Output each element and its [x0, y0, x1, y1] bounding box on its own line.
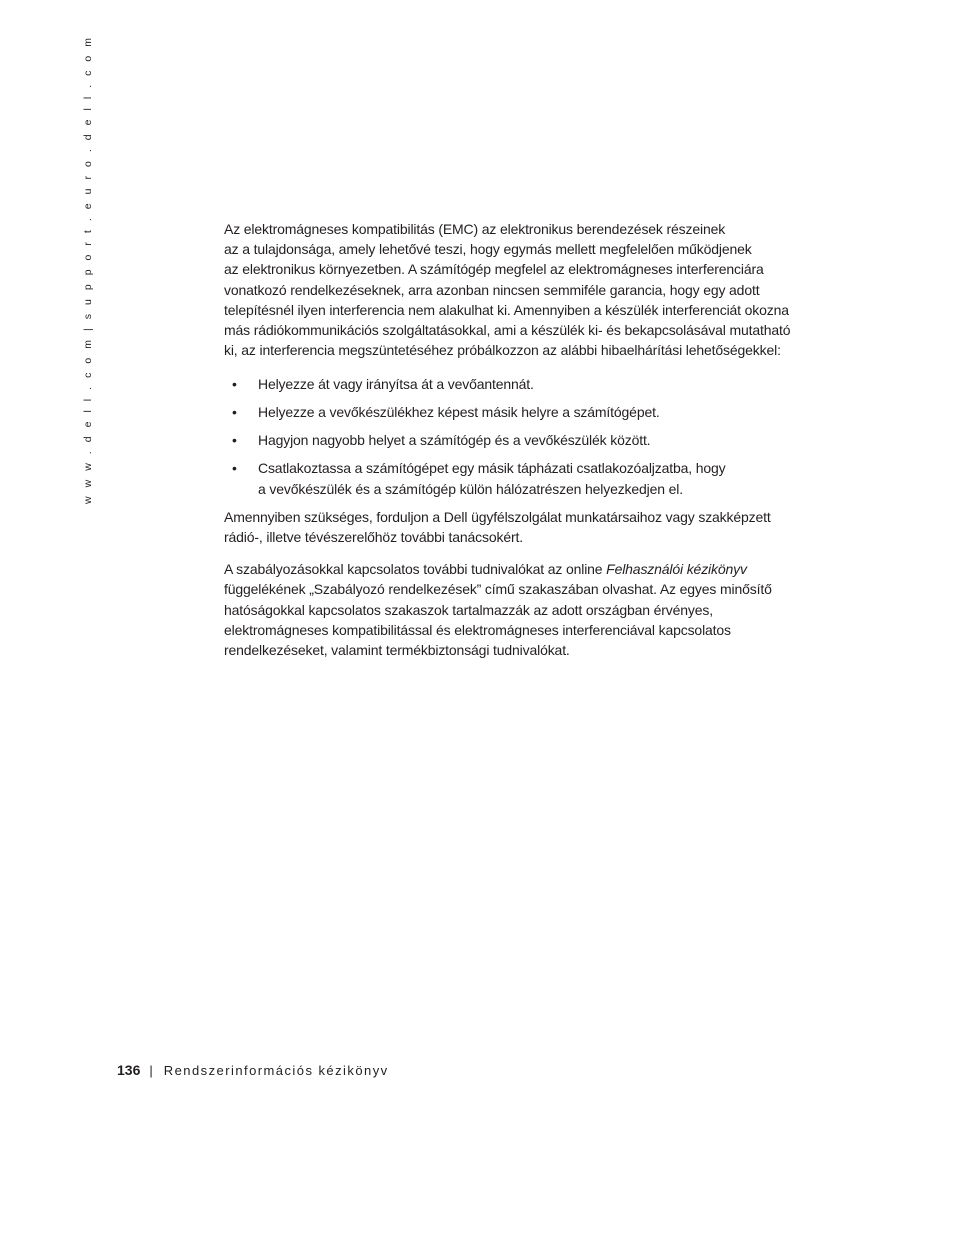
- emc-intro-paragraph: [224, 219, 824, 360]
- text-line: függelékének „Szabályozó rendelkezések” című szakaszában olvashat. Az egyes minősítő: [224, 581, 772, 598]
- text-line: [224, 559, 824, 579]
- text-line: ki, az interferencia megszüntetéséhez próbálkozzon az alábbi hibaelhárítási lehetőségekkel:: [224, 342, 781, 359]
- footer-separator: |: [149, 1063, 153, 1078]
- text-span: A szabályozásokkal kapcsolatos további tudnivalókat az online: [224, 561, 607, 578]
- text-line: hatóságokkal kapcsolatos szakaszok tartalmazzák az adott országban érvényes,: [224, 601, 713, 618]
- list-item-text: Hagyjon nagyobb helyet a számítógép és a vevőkészülék között.: [258, 432, 651, 449]
- bullet-icon: •: [232, 432, 237, 449]
- list-item: [224, 430, 824, 450]
- troubleshooting-list: [224, 374, 824, 498]
- side-url-text: w w w . d e l l . c o m | s u p p o r t . e u r o . d e l l . c o m: [82, 34, 94, 504]
- main-content: [224, 219, 824, 660]
- text-line: Az elektromágneses kompatibilitás (EMC) az elektronikus berendezések részeinek: [224, 221, 726, 237]
- text-line: telepítésnél ilyen interferencia nem alakulhat ki. Amennyiben a készülék interferenciát okozna: [224, 301, 789, 318]
- text-line: az a tulajdonsága, amely lehetővé teszi, hogy egymás mellett megfelelően működjenek: [224, 241, 752, 258]
- list-item-text: Helyezze a vevőkészülékhez képest másik helyre a számítógépet.: [258, 404, 660, 421]
- support-paragraph: [224, 507, 824, 547]
- bullet-icon: •: [232, 460, 237, 477]
- text-line: más rádiókommunikációs szolgáltatásokkal, ami a készülék ki- és bekapcsolásával mutatható: [224, 322, 791, 339]
- list-item-text: Csatlakoztassa a számítógépet egy másik tápházati csatlakozóaljzatba, hogy: [258, 460, 726, 477]
- list-item: [224, 402, 824, 422]
- list-item-text: Helyezze át vagy irányítsa át a vevőantennát.: [258, 376, 534, 393]
- page-footer: [117, 1061, 389, 1080]
- text-line: rádió-, illetve tévészerelőhöz további tanácsokért.: [224, 529, 523, 546]
- text-line: vonatkozó rendelkezéseknek, arra azonban nincsen semmiféle garancia, hogy egy adott: [224, 281, 760, 298]
- text-line: az elektronikus környezetben. A számítógép megfelel az elektromágneses interferenciára: [224, 261, 764, 278]
- manual-title: Rendszerinformációs kézikönyv: [163, 1063, 389, 1078]
- text-line: Amennyiben szükséges, forduljon a Dell ügyfélszolgálat munkatársaihoz vagy szakképzett: [224, 508, 771, 525]
- text-line: elektromágneses kompatibilitással és elektromágneses interferenciával kapcsolatos: [224, 621, 731, 638]
- list-item: [224, 458, 824, 498]
- list-item-text: a vevőkészülék és a számítógép külön hálózatrészen helyezkedjen el.: [258, 480, 683, 497]
- bullet-icon: •: [232, 376, 237, 393]
- text-line: rendelkezéseket, valamint termékbiztonsági tudnivalókat.: [224, 642, 570, 659]
- bullet-icon: •: [232, 404, 237, 421]
- page-number: 136: [117, 1062, 141, 1078]
- regulatory-paragraph: [224, 559, 824, 660]
- list-item: [224, 374, 824, 394]
- user-guide-title: Felhasználói kézikönyv: [606, 561, 747, 578]
